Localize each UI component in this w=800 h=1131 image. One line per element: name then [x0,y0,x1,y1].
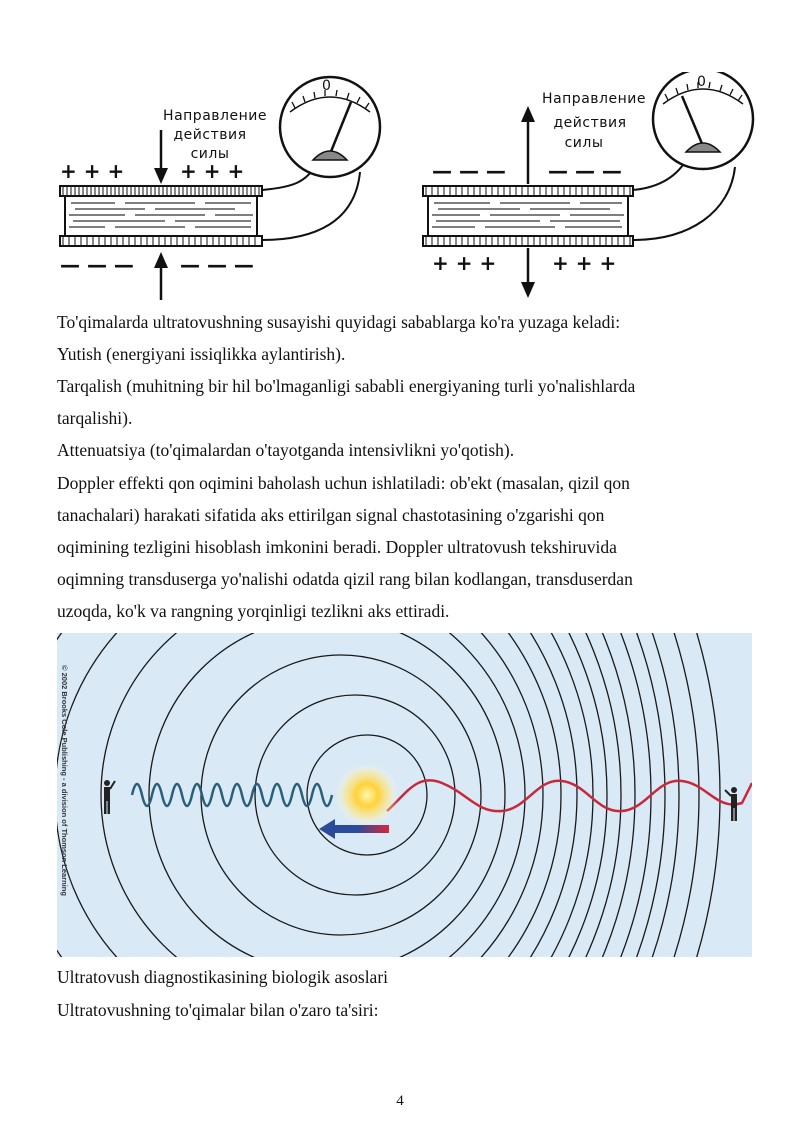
paragraph-line: oqimining tezligini hisoblash imkonini beradi. Doppler ultratovush tekshiruvida [57,537,617,557]
force-arrow-up-icon [154,252,168,300]
page-number: 4 [396,1093,404,1109]
section-subheading-line: Ultratovushning to'qimalar bilan o'zaro ta'siri: [57,1000,379,1020]
charge-signs-bottom-left: + + + [432,251,497,275]
paragraph-line: Attenuatsiya (to'qimalardan o'tayotganda intensivlikni yo'qotish). [57,440,515,460]
paragraph-line: Yutish (energiyani issiqlikka aylantirish). [57,344,346,364]
charge-signs-bottom-right: — — — [180,253,254,277]
force-direction-label-line3: силы [564,135,604,151]
paragraph-line: tarqalishi). [57,408,133,428]
paragraph-line: Tarqalish (muhitning bir hil bo'lmaganligi sababli energiyaning turli yo'nalishlarda [57,376,636,396]
galvanometer-icon [653,72,753,169]
force-direction-label-line1: Направление [163,108,267,124]
charge-signs-top-left: — — — [432,159,506,183]
paragraph-line: oqimning transduserga yo'nalishi odatda qizil rang bilan kodlangan, transduserdan [57,569,633,589]
piezo-diagram-left [55,72,390,304]
force-arrow-down-icon [154,130,168,184]
paragraph-line: uzoqda, ko'k va rangning yorqinligi tezlikni aks ettiradi. [57,601,450,621]
paragraph-line: Doppler effekti qon oqimini baholash uchun ishlatiladi: ob'ekt (masalan, qizil qon [57,473,630,493]
force-direction-label-line2: действия [553,115,627,131]
sound-source-icon [335,763,399,827]
force-direction-label-line3: силы [190,146,230,162]
force-arrow-up-icon [521,106,535,184]
gauge-zero-label: 0 [322,78,332,94]
doppler-effect-figure [57,633,752,957]
paragraph-line: tanachalari) harakati sifatida aks ettirilgan signal chastotasining o'zgarishi qon [57,505,605,525]
section-heading-line: Ultratovush diagnostikasining biologik asoslari [57,967,389,987]
charge-signs-top-left: + + + [60,159,125,183]
charge-signs-top-right: + + + [180,159,245,183]
paragraph-line: To'qimalarda ultratovushning susayishi quyidagi sabablarga ko'ra yuzaga keladi: [57,312,621,332]
piezo-crystal [60,186,262,246]
charge-signs-bottom-right: + + + [552,251,617,275]
charge-signs-bottom-left: — — — [60,253,134,277]
gauge-zero-label: 0 [697,74,707,90]
galvanometer-icon [280,77,380,177]
force-direction-label-line2: действия [173,127,247,143]
piezo-crystal [423,186,633,246]
copyright-note: © 2002 Brooks Cole Publishing - a division of Thomson Learning [60,665,69,896]
force-direction-label-line1: Направление [542,91,646,107]
charge-signs-top-right: — — — [548,159,622,183]
force-arrow-down-icon [521,248,535,298]
piezo-diagram-right [420,72,760,304]
